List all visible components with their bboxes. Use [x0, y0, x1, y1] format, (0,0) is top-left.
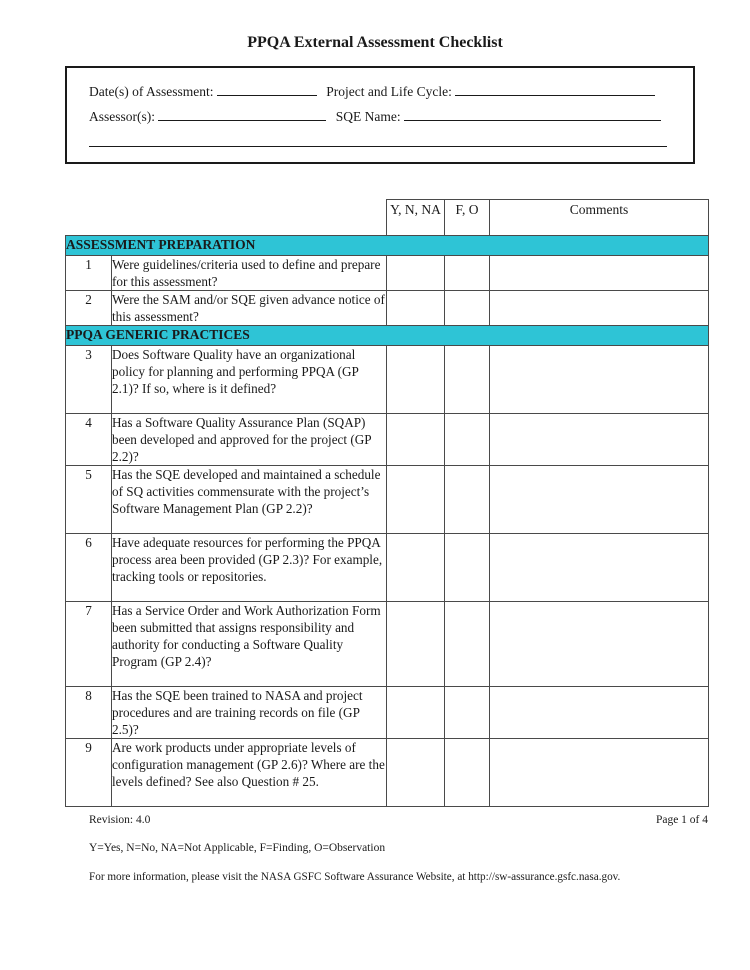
question-text: Does Software Quality have an organizational policy for planning and performing PPQA (GP 2.1)? If so, where is it defined? [112, 346, 387, 414]
question-text: Were the SAM and/or SQE given advance notice of this assessment? [112, 292, 385, 324]
fo-cell[interactable] [445, 739, 490, 807]
extra-info-blank[interactable] [89, 146, 667, 147]
date-label: Date(s) of Assessment: [89, 84, 214, 99]
header-spacer [66, 200, 112, 236]
ynna-cell[interactable] [387, 346, 445, 414]
fo-cell[interactable] [445, 414, 490, 466]
question-text: Has a Service Order and Work Authorization Form been submitted that assigns responsibility and authority for conducting a Software Quality Program (GP 2.4)? [112, 602, 387, 687]
comments-cell[interactable] [490, 466, 709, 534]
project-label: Project and Life Cycle: [326, 84, 452, 99]
assessor-field-row [89, 109, 661, 125]
ynna-cell[interactable] [387, 602, 445, 687]
question-text: Has the SQE developed and maintained a schedule of SQ activities commensurate with the project’s Software Management Plan (GP 2.2)? [112, 466, 387, 534]
more-info-text: For more information, please visit the NASA GSFC Software Assurance Website, at http://sw-assurance.gsfc.nasa.gov. [89, 871, 621, 883]
table-header-row [66, 200, 709, 236]
page-number: Page 1 of 4 [655, 814, 708, 826]
ynna-cell[interactable] [387, 739, 445, 807]
question-text: Has a Software Quality Assurance Plan (SQAP) been developed and approved for the project (GP 2.2)? [112, 414, 387, 466]
table-row [66, 602, 709, 687]
header-ynna: Y, N, NA [387, 200, 445, 236]
fo-cell[interactable] [445, 256, 490, 291]
header-comments: Comments [490, 200, 709, 236]
section-title: PPQA GENERIC PRACTICES [66, 326, 709, 346]
sqe-blank[interactable] [404, 109, 661, 121]
fo-cell[interactable] [445, 534, 490, 602]
table-row [66, 346, 709, 414]
ynna-cell[interactable] [387, 414, 445, 466]
table-row [66, 291, 709, 326]
assessor-blank[interactable] [158, 109, 326, 121]
legend-text: Y=Yes, N=No, NA=Not Applicable, F=Finding, O=Observation [89, 842, 386, 854]
table-row [66, 739, 709, 807]
sqe-label: SQE Name: [335, 109, 401, 124]
comments-cell[interactable] [490, 256, 709, 291]
table-row [66, 534, 709, 602]
section-title: ASSESSMENT PREPARATION [66, 236, 709, 256]
question-number: 8 [66, 687, 112, 739]
table-row [66, 414, 709, 466]
page-title: PPQA External Assessment Checklist [247, 34, 503, 51]
question-number: 6 [66, 534, 112, 602]
question-text: Are work products under appropriate levels of configuration management (GP 2.6)? Where are the levels defined? See also Question # 25. [112, 739, 387, 807]
fo-cell[interactable] [445, 346, 490, 414]
header-fo: F, O [445, 200, 490, 236]
checklist-table [65, 199, 709, 807]
revision-label: Revision: 4.0 [89, 814, 151, 826]
ynna-cell[interactable] [387, 256, 445, 291]
question-number: 4 [66, 414, 112, 466]
comments-cell[interactable] [490, 687, 709, 739]
header-spacer [112, 200, 387, 236]
question-number: 9 [66, 739, 112, 807]
ynna-cell[interactable] [387, 534, 445, 602]
section-header [66, 326, 709, 346]
fo-cell[interactable] [445, 466, 490, 534]
assessor-label: Assessor(s): [89, 109, 155, 124]
section-header [66, 236, 709, 256]
question-number: 7 [66, 602, 112, 687]
ynna-cell[interactable] [387, 291, 445, 326]
ynna-cell[interactable] [387, 466, 445, 534]
comments-cell[interactable] [490, 739, 709, 807]
table-row [66, 256, 709, 291]
table-row [66, 466, 709, 534]
question-text: Has the SQE been trained to NASA and project procedures and are training records on file (GP 2.5)? [112, 687, 387, 739]
comments-cell[interactable] [490, 346, 709, 414]
fo-cell[interactable] [445, 687, 490, 739]
date-blank[interactable] [217, 84, 317, 96]
fo-cell[interactable] [445, 291, 490, 326]
table-row [66, 687, 709, 739]
question-number: 2 [66, 291, 112, 326]
comments-cell[interactable] [490, 602, 709, 687]
fo-cell[interactable] [445, 602, 490, 687]
project-blank[interactable] [455, 84, 655, 96]
date-field-row [89, 84, 655, 100]
comments-cell[interactable] [490, 291, 709, 326]
question-text: Were guidelines/criteria used to define and prepare for this assessment? [112, 256, 387, 291]
comments-cell[interactable] [490, 414, 709, 466]
assessment-info-box [65, 66, 695, 164]
question-number: 3 [66, 346, 112, 414]
question-number: 5 [66, 466, 112, 534]
comments-cell[interactable] [490, 534, 709, 602]
question-number: 1 [66, 256, 112, 291]
ynna-cell[interactable] [387, 687, 445, 739]
question-text: Have adequate resources for performing the PPQA process area been provided (GP 2.3)? For example, tracking tools or repositories. [112, 534, 387, 602]
